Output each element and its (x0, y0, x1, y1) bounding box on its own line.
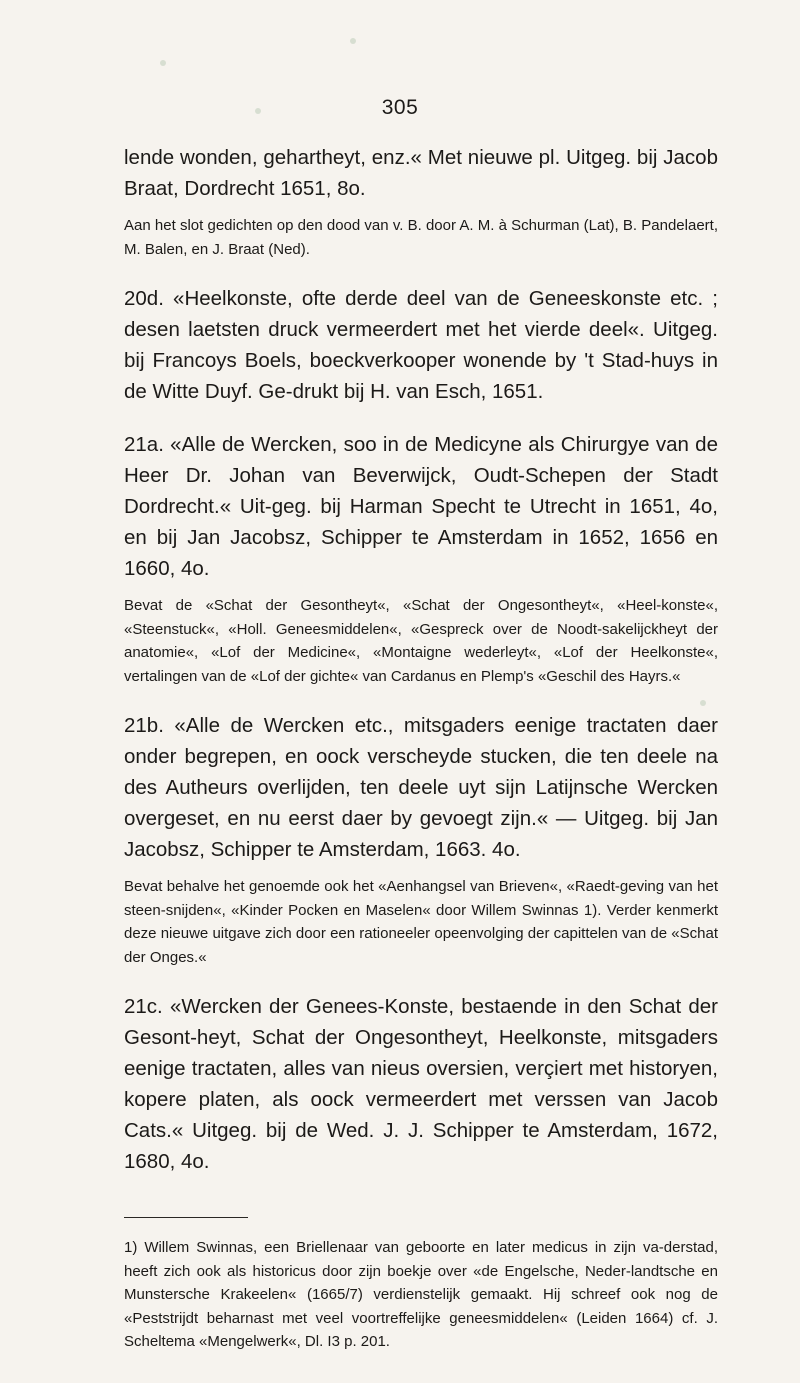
note-20c: Aan het slot gedichten op den dood van v. B. door A. M. à Schurman (Lat), B. Pandelaert, M. Balen, en J. Braat (Ned). (124, 217, 718, 258)
entry-21a: 21a. «Alle de Wercken, soo in de Medicyne als Chirurgye van de Heer Dr. Johan van Beverwijck, Oudt-Schepen der Stadt Dordrecht.« Uit-geg. bij Harman Specht te Utrecht in 1651, 4o, en bij Jan Jacobsz, Schipper te Amsterdam in 1652, 1656 en 1660, 4o. (124, 433, 718, 580)
footnote-divider (124, 1217, 248, 1218)
footnote-1: 1) Willem Swinnas, een Briellenaar van geboorte en later medicus in zijn va-derstad, heeft zich ook als historicus door zijn boekje over «de Engelsche, Neder-landtsche en Munstersche Krakeelen« (1665/7) verdienstelijk gemaakt. Hij schreef ook nog de «Peststrijdt beharnast met veel voortreffelijke geneesmiddelen« (Leiden 1664) cf. J. Scheltema «Mengelwerk«, Dl. I3 p. 201. (124, 1239, 718, 1350)
page-number: 305 (381, 96, 419, 119)
entry-20d: 20d. «Heelkonste, ofte derde deel van de Geneeskonste etc. ; desen laetsten druck vermeerdert met het vierde deel«. Uitgeg. bij Francoys Boels, boeckverkooper wonende by 't Stad-huys in de Witte Duyf. Ge-drukt bij H. van Esch, 1651. (124, 287, 718, 403)
page-body (124, 142, 718, 1354)
print-speck (160, 60, 166, 66)
note-21a: Bevat de «Schat der Gesontheyt«, «Schat der Ongesontheyt«, «Heel-konste«, «Steenstuck«, «Holl. Geneesmiddelen«, «Gespreck over de Noodt-sakelijckheyt der anatomie«, «Lof der Medicine«, «Montaigne wederleyt«, «Lof der Heelkonste«, vertalingen van de «Lof der gichte« van Cardanus en Plemp's «Geschil des Hayrs.« (124, 597, 718, 685)
entry-continuation: lende wonden, gehartheyt, enz.« Met nieuwe pl. Uitgeg. bij Jacob Braat, Dordrecht 1651, 8o. (124, 146, 718, 200)
print-speck (350, 38, 356, 44)
note-21b: Bevat behalve het genoemde ook het «Aenhangsel van Brieven«, «Raedt-geving van het steen-snijden«, «Kinder Pocken en Maselen« door Willem Swinnas 1). Verder kenmerkt deze nieuwe uitgave zich door een rationeeler opeenvolging der capittelen van de «Schat der Onges.« (124, 878, 718, 966)
entry-21b: 21b. «Alle de Wercken etc., mitsgaders eenige tractaten daer onder begrepen, en oock verscheyde stucken, die ten deele na des Autheurs overlijden, ten deele uyt sijn Latijnsche Wercken overgeset, en nu eerst daer by gevoegt zijn.« — Uitgeg. bij Jan Jacobsz, Schipper te Amsterdam, 1663. 4o. (124, 714, 718, 861)
entry-21c: 21c. «Wercken der Genees-Konste, bestaende in den Schat der Gesont-heyt, Schat der Ongesontheyt, Heelkonste, mitsgaders eenige tractaten, alles van nieus oversien, verçiert met historyen, kopere platen, als oock vermeerdert met verssen van Jacob Cats.« Uitgeg. bij de Wed. J. J. Schipper te Amsterdam, 1672, 1680, 4o. (124, 995, 718, 1173)
